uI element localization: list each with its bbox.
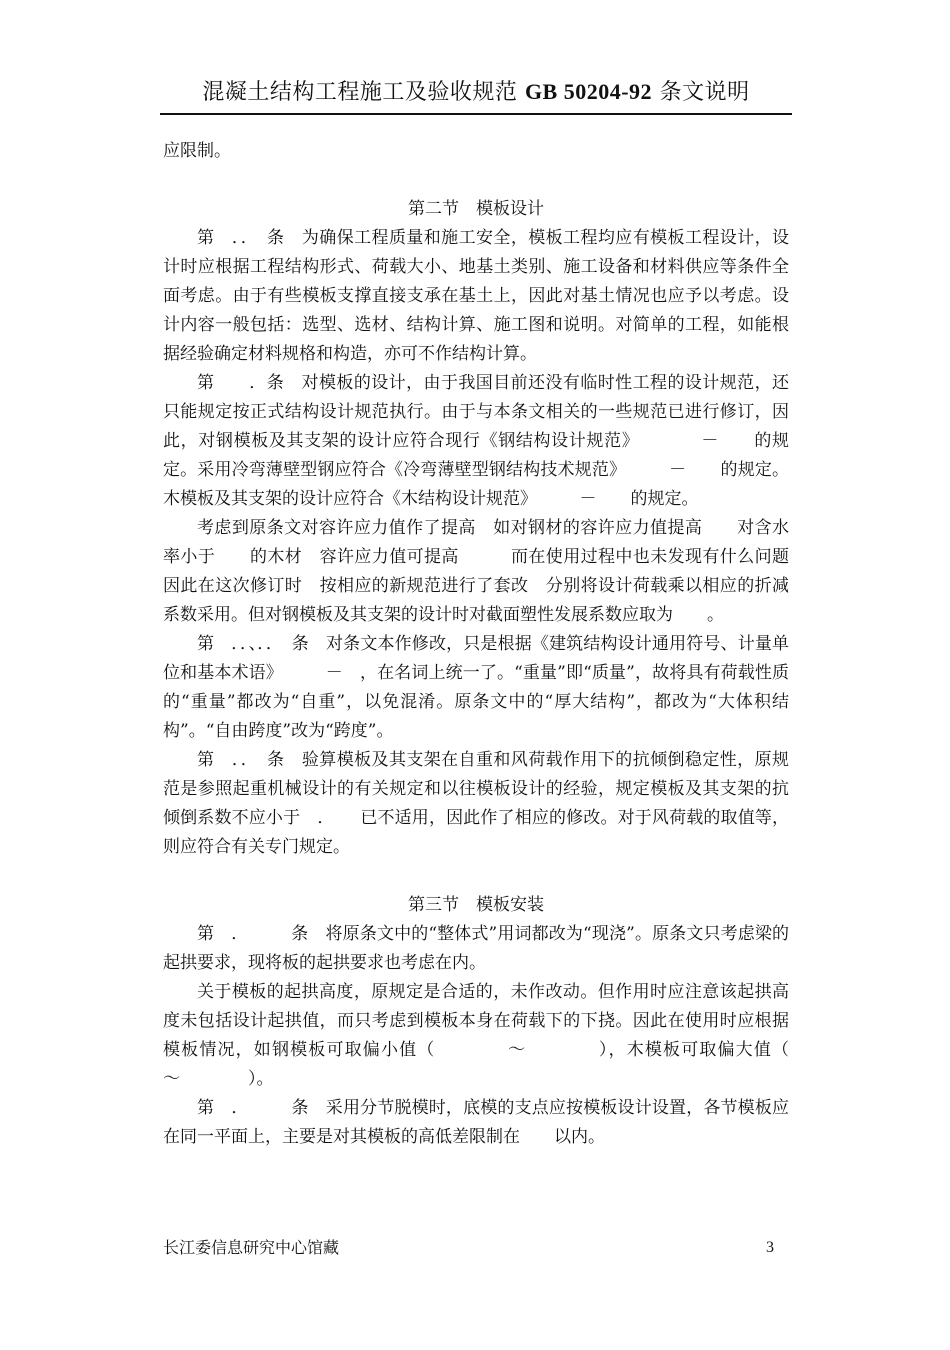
paragraph-clause-sectional-formwork: 第 ． 条 采用分节脱模时，底模的支点应按模板设计设置，各节模板应在同一平面上，主要是对其模板的高低差限制在 以内。	[163, 1098, 789, 1147]
paragraph-clause-design-codes: 第 ．条 对模板的设计，由于我国目前还没有临时性工程的设计规范，还只能规定按正式结构设计规范执行。由于与本条文相关的一些规范已进行修订，因此，对钢模板及其支架的设计应符合现行《钢结构设计规范》 － 的规定。采用冷弯薄壁型钢应符合《冷弯薄壁型钢结构技术规范》 － 的规定。木模板及其支架的设计应符合《木结构设计规范》 － 的规定。	[163, 373, 789, 509]
paragraph-camber-height: 关于模板的起拱高度，原规定是合适的，未作改动。但作用时应注意该起拱高度未包括设计起拱值，而只考虑到模板本身在荷载下的下挠。因此在使用时应根据模板情况，如钢模板可取偏小值（ ～ ），木模板可取偏大值（ ～ ）。	[163, 982, 857, 1089]
paragraph-continuation: 应限制。	[163, 141, 231, 161]
paragraph-clause-cast-in-place: 第 ． 条 将原条文中的“整体式”用词都改为“现浇”。原条文只考虑梁的起拱要求，现将板的起拱要求也考虑在内。	[163, 924, 789, 973]
footer-library: 长江委信息研究中心馆藏	[163, 1238, 340, 1257]
section-heading-template-design: 第二节 模板设计	[408, 199, 544, 219]
paragraph-clause-design-scope: 第 ．． 条 为确保工程质量和施工安全，模板工程均应有模板工程设计，设计时应根据工程结构形式、荷载大小、地基土类别、施工设备和材料供应等条件全面考虑。由于有些模板支撑直接支承在基土上，因此对基土情况也应予以考虑。设计内容一般包括：选型、选材、结构计算、施工图和说明。对简单的工程，如能根据经验确定材料规格和构造，亦可不作结构计算。	[163, 228, 789, 364]
footer-page-number: 3	[766, 1239, 774, 1256]
page-header	[160, 76, 792, 109]
paragraph-clause-terminology: 第 ．．、．． 条 对条文本作修改，只是根据《建筑结构设计通用符号、计量单位和基本术语》 － ，在名词上统一了。“重量”即“质量”，故将具有荷载性质的“重量”都改为“自重”，以免混淆。原条文中的“厚大结构”，都改为“大体积结构”。“自由跨度”改为“跨度”。	[163, 634, 789, 741]
header-rule	[160, 113, 792, 115]
document-body	[163, 137, 857, 1152]
section-heading-template-installation: 第三节 模板安装	[408, 895, 544, 915]
header-title-post: 条文说明	[659, 80, 750, 105]
paragraph-allowable-stress: 考虑到原条文对容许应力值作了提高 如对钢材的容许应力值提高 对含水率小于 的木材 容许应力值可提高 而在使用过程中也未发现有什么问题 因此在这次修订时 按相应的新规范进行了套改 分别将设计荷载乘以相应的折减系数采用。但对钢模板及其支架的设计时对截面塑性发展系数应取为 。	[163, 518, 806, 625]
paragraph-clause-overturning: 第 ．． 条 验算模板及其支架在自重和风荷载作用下的抗倾倒稳定性，原规范是参照起重机械设计的有关规定和以往模板设计的经验，规定模板及其支架的抗倾倒系数不应小于 ． 已不适用，因此作了相应的修改。对于风荷载的取值等，则应符合有关专门规定。	[163, 750, 789, 857]
header-standard-code: GB 50204-92	[524, 79, 653, 104]
header-title-pre: 混凝土结构工程施工及验收规范	[202, 80, 518, 105]
